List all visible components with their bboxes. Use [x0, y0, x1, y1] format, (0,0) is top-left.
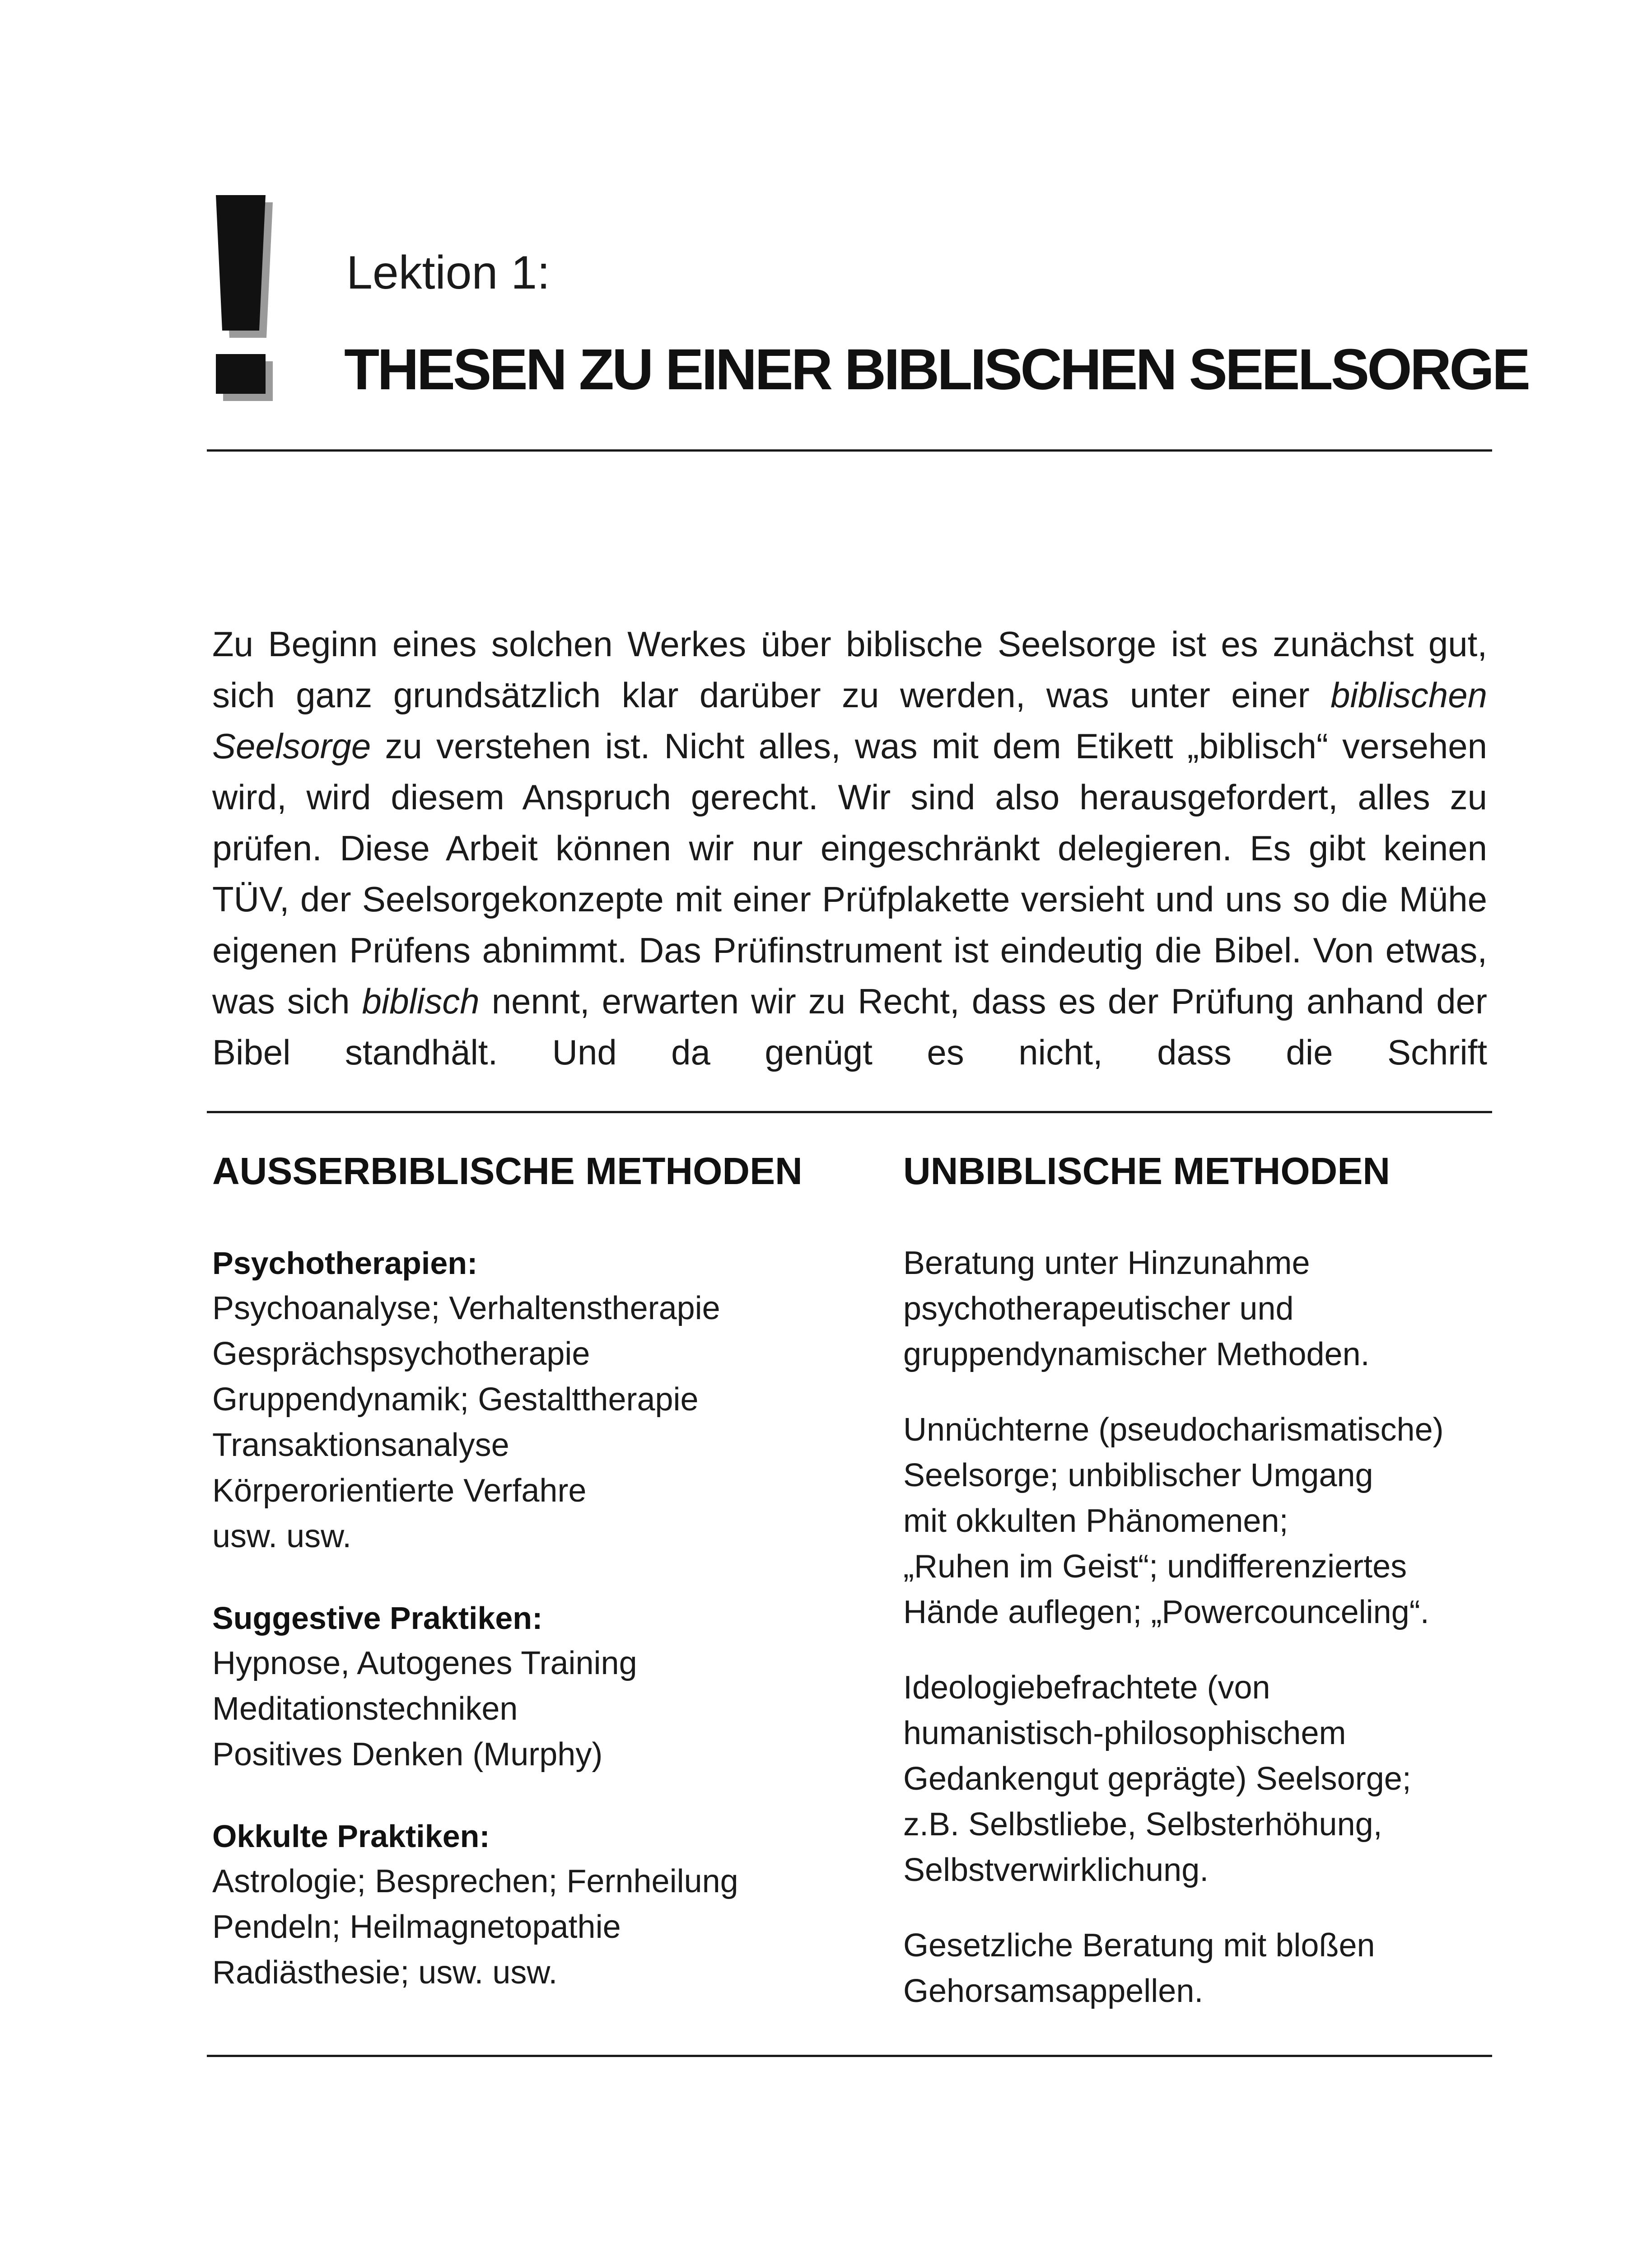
- intro-text-3: nennt, erwarten wir zu Recht, dass es der Prüfung anhand der Bibel standhält. Und da genügt es nicht, dass die Schrift: [212, 981, 1487, 1072]
- divider-bottom: [207, 2055, 1492, 2057]
- group-title: Suggestive Praktiken:: [212, 1600, 543, 1636]
- paragraph-line: Hände auflegen; „Powercounceling“.: [903, 1594, 1429, 1630]
- list-item: Psychoanalyse; Verhaltenstherapie: [212, 1290, 720, 1326]
- method-paragraph: [903, 1407, 1499, 1635]
- intro-emphasis-2: biblisch: [362, 981, 480, 1021]
- method-paragraph: [903, 1665, 1499, 1893]
- list-item: Radiästhesie; usw. usw.: [212, 1955, 558, 1991]
- method-paragraph: [903, 1923, 1499, 2014]
- paragraph-line: psychotherapeutischer und: [903, 1291, 1294, 1327]
- page-title: THESEN ZU EINER BIBLISCHEN SEELSORGE: [344, 337, 1529, 402]
- intro-text-2: zu verstehen ist. Nicht alles, was mit dem Etikett „biblisch“ versehen wird, wird diesem Anspruch gerecht. Wir sind also herausgefordert, alles zu prüfen. Diese Arbeit können wir nur eingeschränkt delegieren. Es gibt keinen TÜV, der Seelsorgekonzepte mit einer Prüfplakette versieht und uns so die Mühe eigenen Prüfens abnimmt. Das Prüfinstrument ist eindeutig die Bibel. Von etwas, was sich: [212, 726, 1487, 1021]
- paragraph-line: Selbstverwirklichung.: [903, 1852, 1209, 1888]
- exclamation-icon: [212, 194, 280, 402]
- paragraph-line: humanistisch-philosophischem: [903, 1715, 1346, 1751]
- intro-text-1: Zu Beginn eines solchen Werkes über biblische Seelsorge ist es zunächst gut, sich ganz grundsätzlich klar darüber zu werden, was unter einer: [212, 624, 1487, 715]
- list-item: Gruppendynamik; Gestalttherapie: [212, 1381, 699, 1418]
- paragraph-line: Seelsorge; unbiblischer Umgang: [903, 1457, 1373, 1493]
- list-item: usw. usw.: [212, 1518, 352, 1554]
- paragraph-line: Beratung unter Hinzunahme: [903, 1245, 1310, 1281]
- lesson-label: Lektion 1:: [346, 247, 550, 299]
- left-column: [212, 1149, 845, 2032]
- paragraph-line: Ideologiebefrachtete (von: [903, 1670, 1270, 1706]
- paragraph-line: gruppendynamischer Methoden.: [903, 1336, 1370, 1372]
- method-group: [212, 1241, 845, 1559]
- list-item: Gesprächspsychotherapie: [212, 1336, 590, 1372]
- divider-middle: [207, 1111, 1492, 1113]
- right-column: [903, 1149, 1499, 2044]
- list-item: Astrologie; Besprechen; Fernheilung: [212, 1863, 738, 1899]
- divider-top: [207, 449, 1492, 452]
- paragraph-line: Gesetzliche Beratung mit bloßen: [903, 1927, 1375, 1964]
- paragraph-line: Gehorsamsappellen.: [903, 1973, 1204, 2009]
- method-group: [212, 1814, 845, 1996]
- group-title: Psychotherapien:: [212, 1246, 478, 1281]
- paragraph-line: „Ruhen im Geist“; undifferenziertes: [903, 1549, 1407, 1585]
- list-item: Hypnose, Autogenes Training: [212, 1645, 637, 1681]
- list-item: Körperorientierte Verfahre: [212, 1473, 587, 1509]
- left-column-heading: AUSSERBIBLISCHE METHODEN: [212, 1150, 803, 1192]
- list-item: Positives Denken (Murphy): [212, 1736, 603, 1773]
- intro-emphasis-1: biblischen Seelsorge: [212, 675, 1487, 766]
- list-item: Transaktionsanalyse: [212, 1427, 509, 1463]
- list-item: Pendeln; Heilmagnetopathie: [212, 1909, 621, 1945]
- method-group: [212, 1596, 845, 1777]
- paragraph-line: mit okkulten Phänomenen;: [903, 1503, 1288, 1539]
- paragraph-line: z.B. Selbstliebe, Selbsterhöhung,: [903, 1806, 1382, 1843]
- group-title: Okkulte Praktiken:: [212, 1819, 490, 1854]
- paragraph-line: Unnüchterne (pseudocharismatische): [903, 1412, 1444, 1448]
- list-item: Meditationstechniken: [212, 1691, 518, 1727]
- intro-paragraph: [212, 619, 1487, 1078]
- right-column-heading: UNBIBLISCHE METHODEN: [903, 1150, 1391, 1192]
- paragraph-line: Gedankengut geprägte) Seelsorge;: [903, 1761, 1411, 1797]
- method-paragraph: [903, 1241, 1499, 1377]
